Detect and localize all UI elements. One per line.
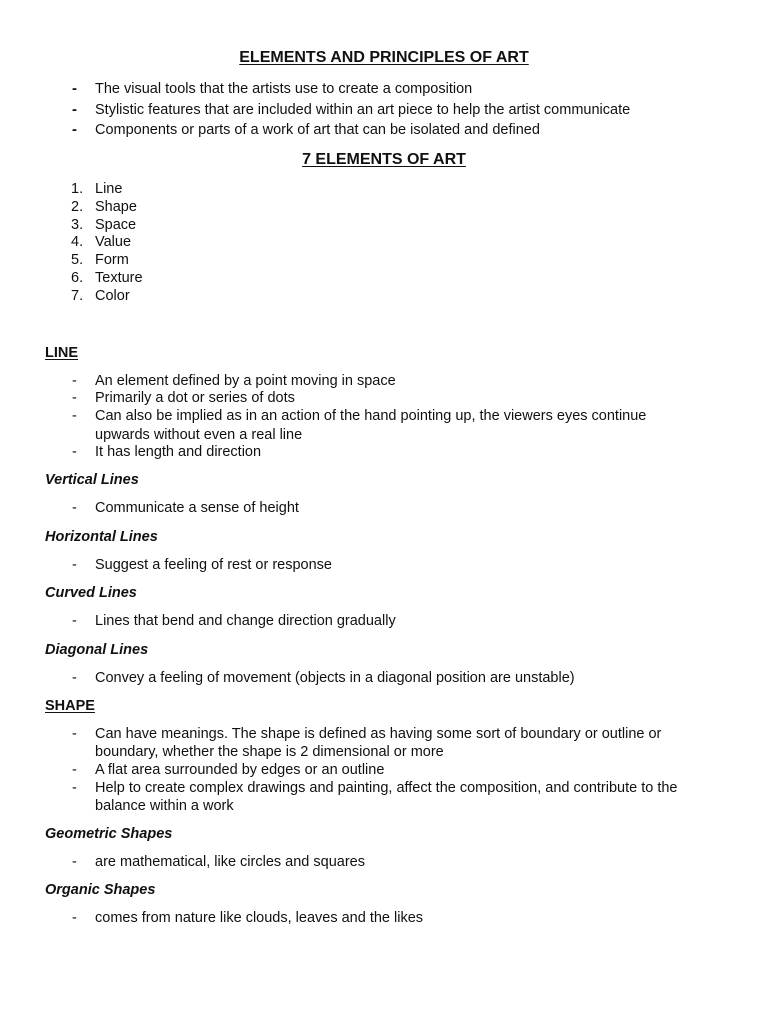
subheading-geometric-shapes: Geometric Shapes — [45, 826, 173, 842]
shape-point-text: A flat area surrounded by edges or an outline — [95, 762, 385, 778]
intro-item-text: The visual tools that the artists use to create a composition — [95, 81, 473, 97]
bullet-dash: - — [72, 854, 77, 870]
element-label: Color — [95, 288, 130, 304]
line-point-text: Primarily a dot or series of dots — [95, 390, 295, 406]
element-label: Texture — [95, 270, 143, 286]
element-label: Space — [95, 217, 137, 233]
bullet-dash: - — [72, 910, 77, 926]
bullet-dash: - — [72, 121, 77, 138]
bullet-dash: - — [72, 762, 77, 778]
bullet-dash: - — [72, 444, 77, 460]
bullet-dash: - — [72, 500, 77, 516]
bullet-dash: - — [72, 726, 77, 742]
line-point-text: upwards without even a real line — [95, 427, 303, 443]
subheading-organic-shapes: Organic Shapes — [45, 882, 156, 898]
bullet-dash: - — [72, 80, 77, 97]
bullet-dash: - — [72, 557, 77, 573]
intro-item-text: Components or parts of a work of art that can be isolated and defined — [95, 122, 540, 138]
intro-item-text: Stylistic features that are included within an art piece to help the artist communicate — [95, 102, 631, 118]
subheading-diagonal-lines: Diagonal Lines — [45, 642, 149, 658]
list-number: 7. — [71, 288, 84, 304]
bullet-dash: - — [72, 408, 77, 424]
bullet-dash: - — [72, 670, 77, 686]
line-point-text: Can also be implied as in an action of the hand pointing up, the viewers eyes continue — [95, 408, 647, 424]
element-label: Shape — [95, 199, 137, 215]
list-number: 5. — [71, 252, 84, 268]
bullet-dash: - — [72, 613, 77, 629]
organic-shapes-text: comes from nature like clouds, leaves and the likes — [95, 910, 424, 926]
shape-point-text: balance within a work — [95, 798, 234, 814]
bullet-dash: - — [72, 373, 77, 389]
curved-lines-text: Lines that bend and change direction gradually — [95, 613, 396, 629]
element-label: Value — [95, 234, 132, 250]
subheading-horizontal-lines: Horizontal Lines — [45, 529, 158, 545]
diagonal-lines-text: Convey a feeling of movement (objects in a diagonal position are unstable) — [95, 670, 575, 686]
geometric-shapes-text: are mathematical, like circles and squares — [95, 854, 365, 870]
shape-point-text: Can have meanings. The shape is defined as having some sort of boundary or outline or — [95, 726, 662, 742]
list-number: 1. — [71, 181, 84, 197]
horizontal-lines-text: Suggest a feeling of rest or response — [95, 557, 332, 573]
shape-point-text: Help to create complex drawings and painting, affect the composition, and contribute to the — [95, 780, 678, 796]
element-label: Form — [95, 252, 129, 268]
subheading-vertical-lines: Vertical Lines — [45, 472, 139, 488]
document-title: ELEMENTS AND PRINCIPLES OF ART — [239, 49, 529, 66]
subheading-curved-lines: Curved Lines — [45, 585, 137, 601]
shape-point-text: boundary, whether the shape is 2 dimensional or more — [95, 744, 444, 760]
element-label: Line — [95, 181, 123, 197]
list-number: 2. — [71, 199, 84, 215]
section-heading-shape: SHAPE — [45, 698, 95, 714]
elements-title: 7 ELEMENTS OF ART — [302, 151, 466, 168]
bullet-dash: - — [72, 780, 77, 796]
list-number: 4. — [71, 234, 84, 250]
line-point-text: It has length and direction — [95, 444, 262, 460]
section-heading-line: LINE — [45, 345, 79, 361]
line-point-text: An element defined by a point moving in space — [95, 373, 396, 389]
vertical-lines-text: Communicate a sense of height — [95, 500, 299, 516]
bullet-dash: - — [72, 101, 77, 118]
list-number: 3. — [71, 217, 84, 233]
list-number: 6. — [71, 270, 84, 286]
bullet-dash: - — [72, 390, 77, 406]
